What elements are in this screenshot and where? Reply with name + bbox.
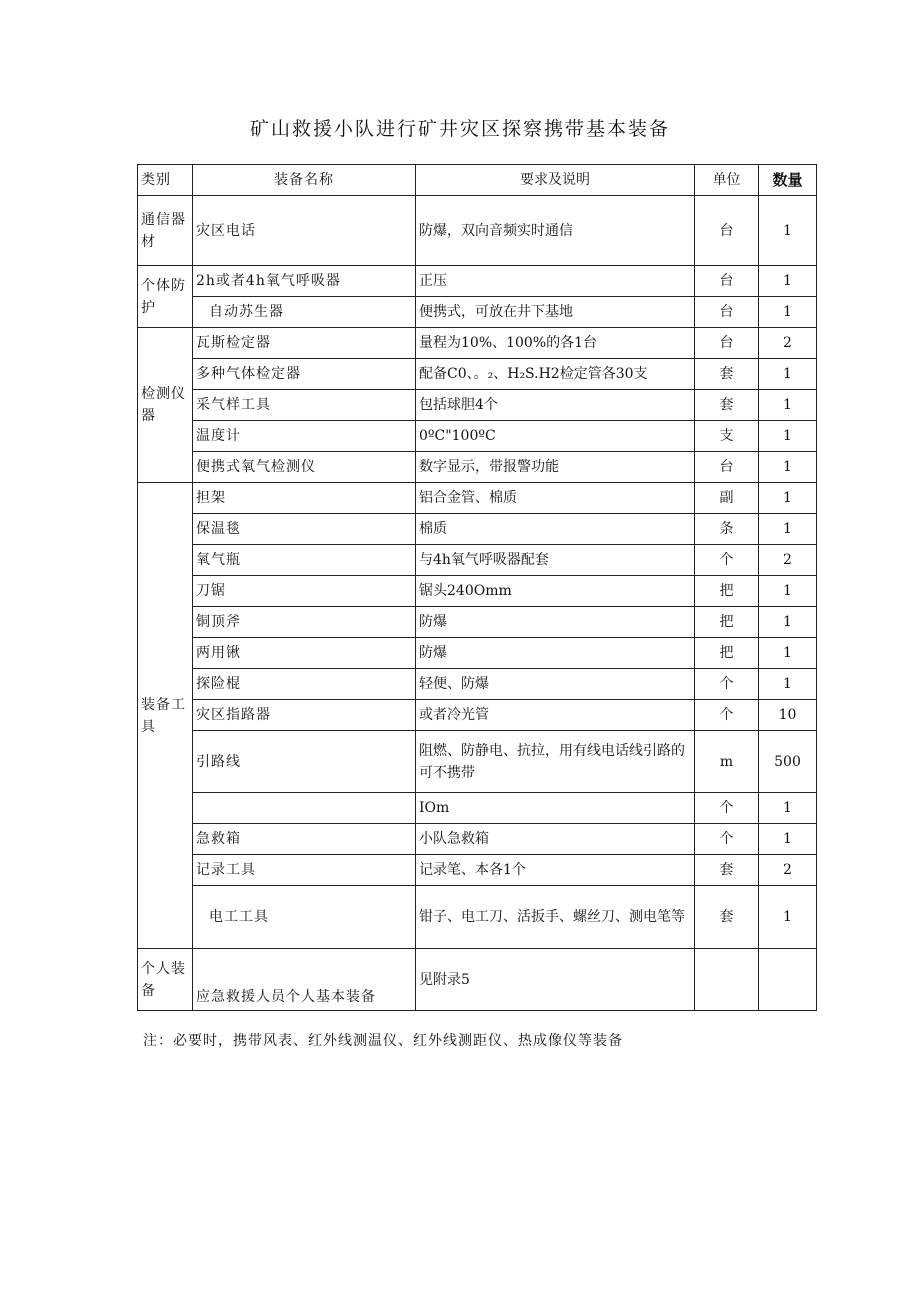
quantity-cell: 1 — [759, 514, 817, 545]
name-cell: 采气样工具 — [193, 390, 416, 421]
quantity-cell: 2 — [759, 855, 817, 886]
unit-cell: 台 — [695, 452, 759, 483]
requirement-cell: 见附录5 — [416, 949, 695, 1011]
quantity-cell: 1 — [759, 297, 817, 328]
table-row — [138, 886, 817, 949]
name-cell: 温度计 — [193, 421, 416, 452]
unit-cell: 条 — [695, 514, 759, 545]
requirement-cell: IOm — [416, 793, 695, 824]
unit-cell: 把 — [695, 576, 759, 607]
requirement-cell: 钳子、电工刀、活扳手、螺丝刀、测电笔等 — [416, 886, 695, 949]
unit-cell: m — [695, 731, 759, 793]
unit-cell: 台 — [695, 196, 759, 266]
table-row — [138, 545, 817, 576]
unit-cell — [695, 949, 759, 1011]
name-cell: 保温毯 — [193, 514, 416, 545]
name-cell: 自动苏生器 — [193, 297, 416, 328]
quantity-cell: 1 — [759, 196, 817, 266]
category-cell: 检测仪器 — [138, 328, 193, 483]
requirement-cell: 铝合金管、棉质 — [416, 483, 695, 514]
table-row — [138, 421, 817, 452]
table-row — [138, 297, 817, 328]
category-cell: 通信器材 — [138, 196, 193, 266]
footnote: 注：必要时，携带风表、红外线测温仪、红外线测距仪、热成像仪等装备 — [143, 1033, 623, 1049]
category-cell: 装备工具 — [138, 483, 193, 949]
header-category: 类别 — [138, 165, 193, 196]
name-cell: 电工工具 — [193, 886, 416, 949]
header-name: 装备名称 — [193, 165, 416, 196]
header-requirement: 要求及说明 — [416, 165, 695, 196]
quantity-cell: 1 — [759, 576, 817, 607]
quantity-cell: 1 — [759, 793, 817, 824]
category-cell: 个体防护 — [138, 266, 193, 328]
requirement-cell: 或者冷光管 — [416, 700, 695, 731]
name-cell: 两用锹 — [193, 638, 416, 669]
quantity-cell: 2 — [759, 328, 817, 359]
table-row — [138, 328, 817, 359]
unit-cell: 个 — [695, 545, 759, 576]
quantity-cell: 500 — [759, 731, 817, 793]
unit-cell: 个 — [695, 824, 759, 855]
requirement-cell: 记录笔、本各1个 — [416, 855, 695, 886]
requirement-cell: 量程为10%、100%的各1台 — [416, 328, 695, 359]
quantity-cell: 1 — [759, 359, 817, 390]
name-cell — [193, 793, 416, 824]
requirement-cell: 包括球胆4个 — [416, 390, 695, 421]
table-row — [138, 669, 817, 700]
name-cell: 瓦斯检定器 — [193, 328, 416, 359]
quantity-cell: 1 — [759, 421, 817, 452]
table-row — [138, 949, 817, 1011]
quantity-cell: 1 — [759, 483, 817, 514]
quantity-cell: 2 — [759, 545, 817, 576]
category-cell: 个人装备 — [138, 949, 193, 1011]
name-cell: 便携式氧气检测仪 — [193, 452, 416, 483]
requirement-cell: 阻燃、防静电、抗拉，用有线电话线引路的可不携带 — [416, 731, 695, 793]
requirement-cell: 配备C0、。₂、H₂S.H2检定管各30支 — [416, 359, 695, 390]
name-cell: 急救箱 — [193, 824, 416, 855]
quantity-cell: 1 — [759, 669, 817, 700]
unit-cell: 套 — [695, 359, 759, 390]
quantity-cell: 1 — [759, 824, 817, 855]
table-row — [138, 824, 817, 855]
unit-cell: 把 — [695, 638, 759, 669]
table-header-row — [138, 165, 817, 196]
table-row — [138, 266, 817, 297]
quantity-cell: 1 — [759, 607, 817, 638]
requirement-cell: 小队急救箱 — [416, 824, 695, 855]
table-row — [138, 452, 817, 483]
unit-cell: 台 — [695, 297, 759, 328]
requirement-cell: 防爆 — [416, 638, 695, 669]
table-row — [138, 576, 817, 607]
requirement-cell: 0ºC"100ºC — [416, 421, 695, 452]
unit-cell: 副 — [695, 483, 759, 514]
requirement-cell: 棉质 — [416, 514, 695, 545]
quantity-cell: 1 — [759, 638, 817, 669]
quantity-cell — [759, 949, 817, 1011]
quantity-cell: 1 — [759, 452, 817, 483]
quantity-cell: 1 — [759, 886, 817, 949]
requirement-cell: 锯头240Omm — [416, 576, 695, 607]
name-cell: 应急救援人员个人基本装备 — [193, 949, 416, 1011]
table-row — [138, 607, 817, 638]
quantity-cell: 1 — [759, 390, 817, 421]
unit-cell: 支 — [695, 421, 759, 452]
quantity-cell: 10 — [759, 700, 817, 731]
name-cell: 探险棍 — [193, 669, 416, 700]
name-cell: 多种气体检定器 — [193, 359, 416, 390]
unit-cell: 个 — [695, 669, 759, 700]
requirement-cell: 防爆 — [416, 607, 695, 638]
name-cell: 记录工具 — [193, 855, 416, 886]
requirement-cell: 便携式，可放在井下基地 — [416, 297, 695, 328]
table-row — [138, 196, 817, 266]
document-title: 矿山救援小队进行矿井灾区探察携带基本装备 — [249, 118, 670, 140]
table-row — [138, 855, 817, 886]
requirement-cell: 正压 — [416, 266, 695, 297]
unit-cell: 把 — [695, 607, 759, 638]
name-cell: 刀锯 — [193, 576, 416, 607]
unit-cell: 个 — [695, 700, 759, 731]
unit-cell: 套 — [695, 855, 759, 886]
table-row — [138, 700, 817, 731]
requirement-cell: 与4h氧气呼吸器配套 — [416, 545, 695, 576]
table-row — [138, 514, 817, 545]
table-row — [138, 483, 817, 514]
name-cell: 引路线 — [193, 731, 416, 793]
name-cell: 氧气瓶 — [193, 545, 416, 576]
name-cell: 灾区指路器 — [193, 700, 416, 731]
quantity-cell: 1 — [759, 266, 817, 297]
name-cell: 铜顶斧 — [193, 607, 416, 638]
requirement-cell: 数字显示，带报警功能 — [416, 452, 695, 483]
unit-cell: 个 — [695, 793, 759, 824]
equipment-table — [137, 164, 817, 1011]
table-row — [138, 731, 817, 793]
unit-cell: 套 — [695, 390, 759, 421]
table-row — [138, 793, 817, 824]
header-unit: 单位 — [695, 165, 759, 196]
table-row — [138, 390, 817, 421]
header-quantity: 数量 — [759, 165, 817, 196]
unit-cell: 套 — [695, 886, 759, 949]
table-row — [138, 638, 817, 669]
table-row — [138, 359, 817, 390]
name-cell: 担架 — [193, 483, 416, 514]
unit-cell: 台 — [695, 266, 759, 297]
unit-cell: 台 — [695, 328, 759, 359]
requirement-cell: 防爆，双向音频实时通信 — [416, 196, 695, 266]
name-cell: 2h或者4h氧气呼吸器 — [193, 266, 416, 297]
requirement-cell: 轻便、防爆 — [416, 669, 695, 700]
name-cell: 灾区电话 — [193, 196, 416, 266]
